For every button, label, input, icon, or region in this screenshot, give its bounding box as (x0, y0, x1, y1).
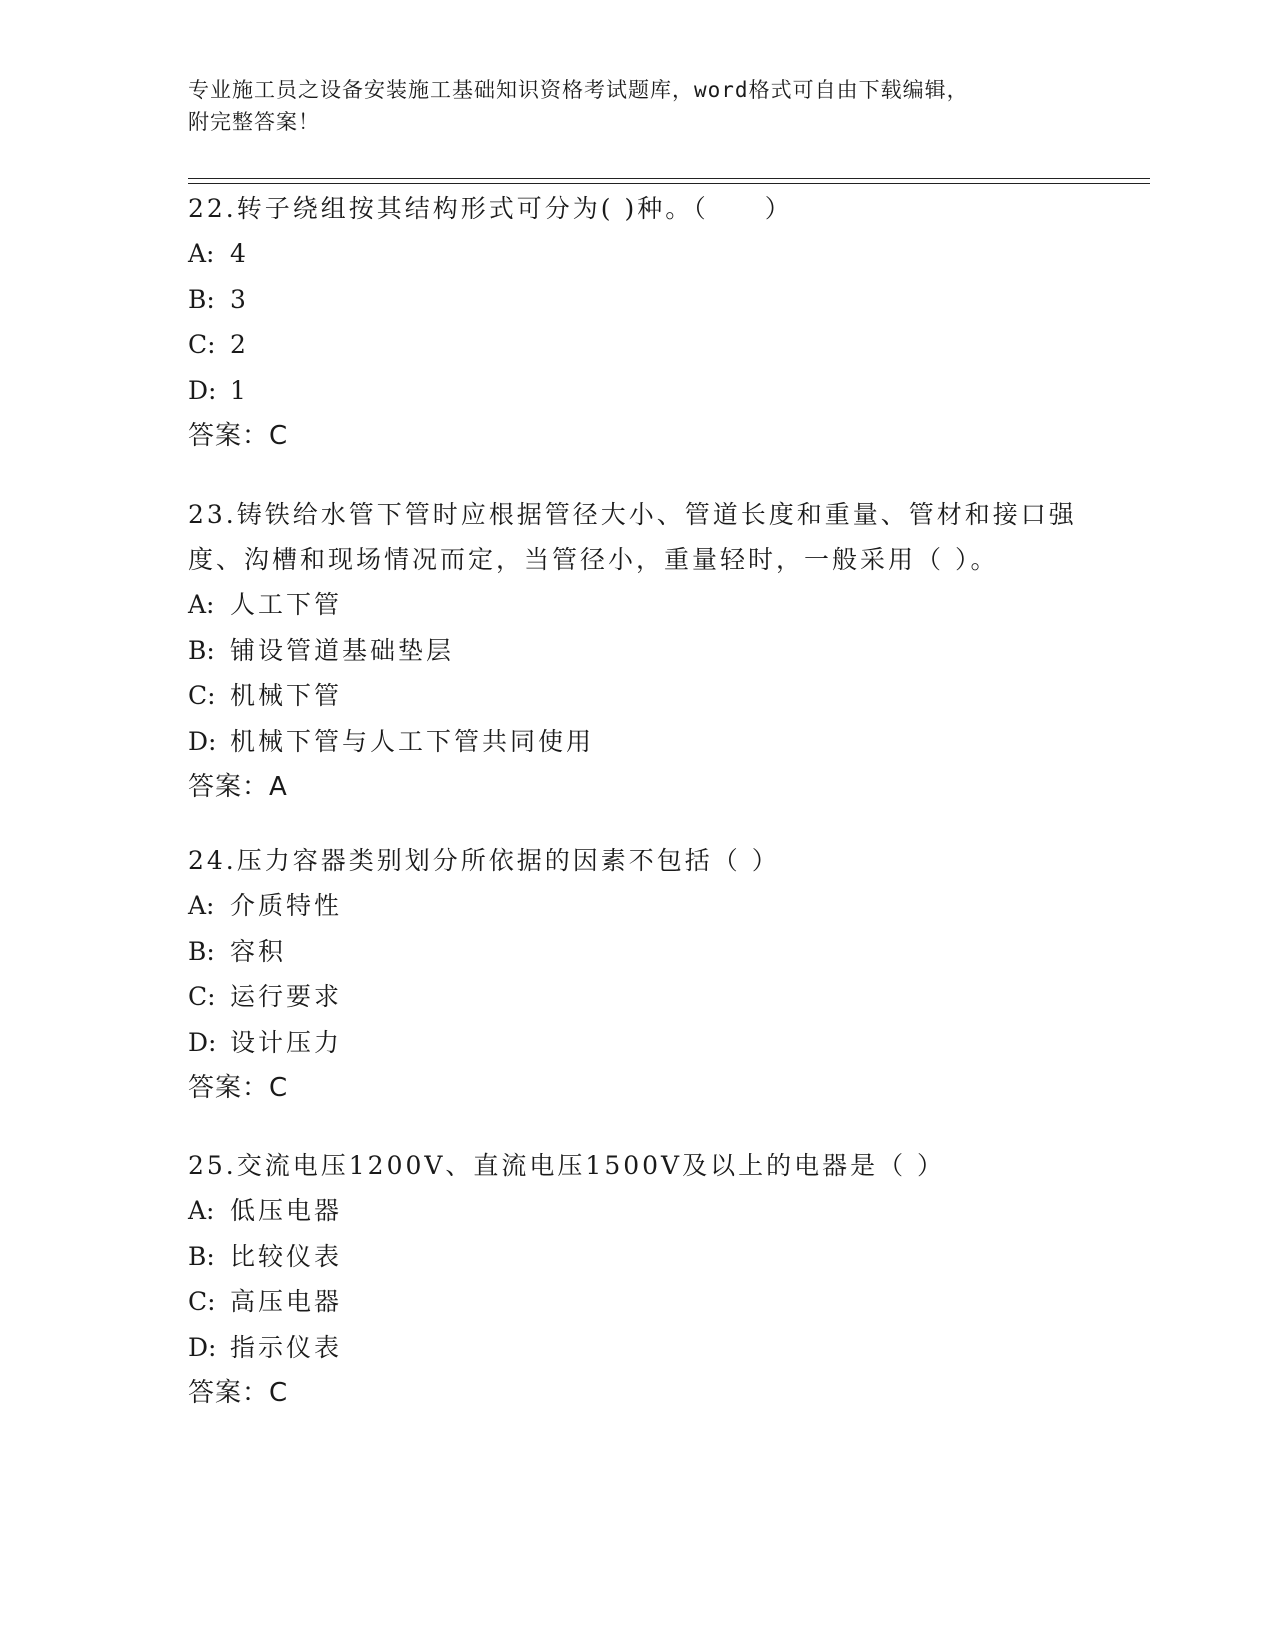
option-text: 比较仪表 (230, 1241, 343, 1271)
option-c (188, 974, 1088, 1020)
question-stem: 22.转子绕组按其结构形式可分为( )种。（ ） (188, 194, 793, 223)
question-stem: 23.铸铁给水管下管时应根据管径大小、管道长度和重量、管材和接口强度、沟槽和现场情况而定，当管径小，重量轻时，一般采用（ ）。 (188, 500, 1077, 574)
option-text: 介质特性 (230, 891, 343, 920)
option-text: 3 (230, 284, 249, 314)
header-line-1: 专业施工员之设备安装施工基础知识资格考试题库，word格式可自由下载编辑， (188, 78, 969, 102)
option-b (188, 929, 1088, 975)
option-text: 运行要求 (230, 982, 343, 1011)
option-d (188, 1020, 1088, 1066)
option-a (188, 883, 1088, 929)
option-letter: B: (188, 635, 215, 665)
answer-label: 答案：C (188, 1073, 289, 1103)
option-letter: D: (188, 1027, 217, 1057)
option-letter: D: (188, 375, 217, 405)
question-22 (188, 186, 1088, 459)
option-letter: A: (188, 1196, 215, 1225)
option-text: 机械下管与人工下管共同使用 (230, 726, 595, 756)
option-c (188, 1279, 1088, 1325)
option-d (188, 1325, 1088, 1371)
answer-label: 答案：A (188, 772, 288, 802)
option-letter: D: (188, 726, 217, 756)
option-d (188, 719, 1088, 765)
option-text: 容积 (230, 936, 287, 966)
question-24 (188, 838, 1088, 1111)
option-letter: B: (188, 284, 215, 314)
option-letter: C: (188, 1287, 216, 1316)
option-c (188, 322, 1088, 368)
option-letter: A: (188, 891, 215, 920)
option-letter: A: (188, 590, 215, 619)
option-a (188, 231, 1088, 277)
option-text: 铺设管道基础垫层 (230, 635, 455, 665)
document-header (188, 74, 1088, 138)
option-letter: B: (188, 1241, 215, 1271)
option-b (188, 277, 1088, 323)
option-text: 人工下管 (230, 590, 343, 619)
header-line-2: 附完整答案！ (188, 110, 320, 134)
answer-label: 答案：C (188, 421, 289, 451)
option-letter: D: (188, 1332, 217, 1362)
option-c (188, 673, 1088, 719)
option-d (188, 368, 1088, 414)
option-b (188, 1234, 1088, 1280)
option-text: 指示仪表 (230, 1332, 343, 1362)
option-text: 1 (230, 375, 249, 405)
header-divider-top (188, 178, 1150, 179)
option-letter: C: (188, 681, 216, 710)
option-text: 高压电器 (230, 1287, 343, 1316)
answer-label: 答案：C (188, 1378, 289, 1408)
option-letter: C: (188, 982, 216, 1011)
question-23 (188, 492, 1088, 810)
question-25 (188, 1143, 1088, 1416)
option-text: 4 (230, 239, 249, 268)
option-text: 低压电器 (230, 1196, 343, 1225)
option-letter: B: (188, 936, 215, 966)
option-text: 机械下管 (230, 681, 343, 710)
option-text: 2 (230, 330, 249, 359)
option-a (188, 1188, 1088, 1234)
option-a (188, 582, 1088, 628)
option-letter: C: (188, 330, 216, 359)
option-b (188, 628, 1088, 674)
question-stem: 24.压力容器类别划分所依据的因素不包括（ ） (188, 846, 780, 875)
option-text: 设计压力 (230, 1027, 343, 1057)
option-letter: A: (188, 239, 215, 268)
header-divider-bottom (188, 183, 1150, 184)
question-stem: 25.交流电压1200V、直流电压1500V及以上的电器是（ ） (188, 1151, 946, 1180)
